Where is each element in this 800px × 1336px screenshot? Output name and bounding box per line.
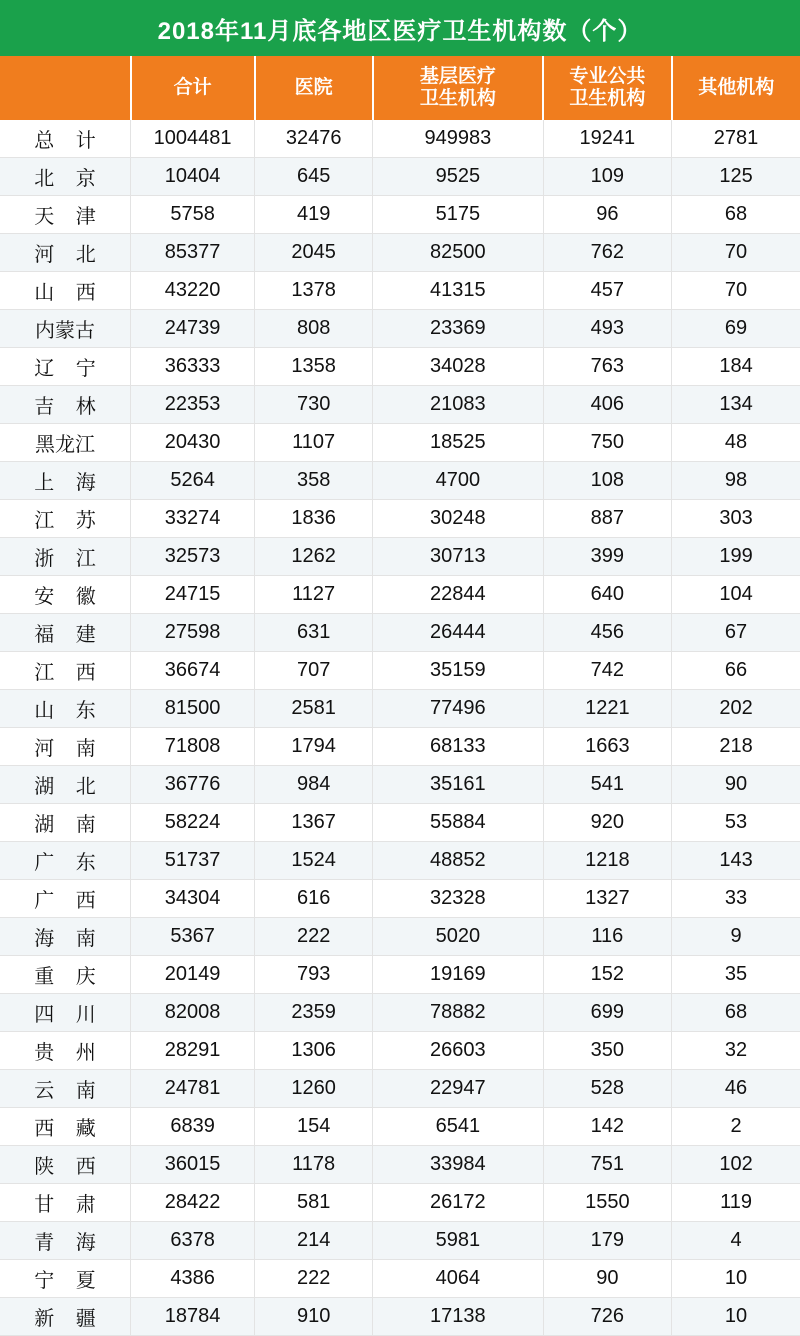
row-region-label: 上 海 (0, 462, 131, 500)
row-region-label: 安 徽 (0, 576, 131, 614)
row-region-label: 新 疆 (0, 1298, 131, 1336)
row-cell-grassroots: 35159 (373, 652, 544, 690)
row-cell-other: 199 (672, 538, 800, 576)
row-cell-grassroots: 34028 (373, 348, 544, 386)
table-row (0, 196, 800, 234)
row-cell-total: 36674 (131, 652, 255, 690)
column-header-grassroots-line2: 卫生机构 (419, 88, 496, 109)
row-cell-hospital: 581 (255, 1184, 373, 1222)
row-cell-other: 32 (672, 1032, 800, 1070)
row-region-label: 山 东 (0, 690, 131, 728)
row-cell-hospital: 707 (255, 652, 373, 690)
row-cell-other: 2781 (672, 120, 800, 158)
row-cell-public-health: 457 (543, 272, 671, 310)
row-cell-public-health: 762 (543, 234, 671, 272)
row-region-label: 内蒙古 (0, 310, 131, 348)
row-region-label: 总 计 (0, 120, 131, 158)
row-cell-total: 20430 (131, 424, 255, 462)
row-cell-other: 69 (672, 310, 800, 348)
row-cell-public-health: 699 (543, 994, 671, 1032)
row-cell-hospital: 222 (255, 1260, 373, 1298)
row-cell-public-health: 1327 (543, 880, 671, 918)
row-cell-other: 10 (672, 1260, 800, 1298)
row-region-label: 四 川 (0, 994, 131, 1032)
row-region-label: 北 京 (0, 158, 131, 196)
row-cell-public-health: 116 (543, 918, 671, 956)
row-cell-public-health: 887 (543, 500, 671, 538)
row-cell-hospital: 358 (255, 462, 373, 500)
row-cell-hospital: 1127 (255, 576, 373, 614)
table-row (0, 880, 800, 918)
row-cell-hospital: 910 (255, 1298, 373, 1336)
row-cell-hospital: 32476 (255, 120, 373, 158)
row-cell-public-health: 742 (543, 652, 671, 690)
table-row (0, 956, 800, 994)
row-region-label: 河 北 (0, 234, 131, 272)
row-cell-hospital: 214 (255, 1222, 373, 1260)
row-cell-public-health: 920 (543, 804, 671, 842)
row-cell-total: 27598 (131, 614, 255, 652)
row-cell-grassroots: 4064 (373, 1260, 544, 1298)
row-region-label: 河 南 (0, 728, 131, 766)
table-row (0, 690, 800, 728)
row-cell-public-health: 528 (543, 1070, 671, 1108)
row-cell-public-health: 350 (543, 1032, 671, 1070)
row-cell-total: 81500 (131, 690, 255, 728)
row-cell-hospital: 2045 (255, 234, 373, 272)
row-cell-total: 6839 (131, 1108, 255, 1146)
row-cell-public-health: 96 (543, 196, 671, 234)
row-cell-grassroots: 77496 (373, 690, 544, 728)
row-cell-other: 53 (672, 804, 800, 842)
table-body (0, 120, 800, 1336)
row-cell-hospital: 1262 (255, 538, 373, 576)
row-region-label: 天 津 (0, 196, 131, 234)
row-cell-grassroots: 26172 (373, 1184, 544, 1222)
row-cell-total: 28291 (131, 1032, 255, 1070)
table-row (0, 576, 800, 614)
table-row (0, 652, 800, 690)
row-region-label: 广 西 (0, 880, 131, 918)
table-row (0, 1184, 800, 1222)
row-cell-other: 2 (672, 1108, 800, 1146)
row-cell-other: 102 (672, 1146, 800, 1184)
row-cell-hospital: 616 (255, 880, 373, 918)
row-cell-hospital: 2359 (255, 994, 373, 1032)
row-cell-public-health: 1550 (543, 1184, 671, 1222)
row-region-label: 吉 林 (0, 386, 131, 424)
row-cell-other: 46 (672, 1070, 800, 1108)
row-cell-total: 71808 (131, 728, 255, 766)
row-cell-hospital: 984 (255, 766, 373, 804)
table-row (0, 728, 800, 766)
row-cell-hospital: 1524 (255, 842, 373, 880)
row-cell-other: 66 (672, 652, 800, 690)
row-cell-other: 119 (672, 1184, 800, 1222)
row-cell-grassroots: 23369 (373, 310, 544, 348)
row-cell-public-health: 108 (543, 462, 671, 500)
row-cell-other: 4 (672, 1222, 800, 1260)
row-cell-total: 10404 (131, 158, 255, 196)
row-cell-total: 24715 (131, 576, 255, 614)
row-region-label: 青 海 (0, 1222, 131, 1260)
row-cell-total: 28422 (131, 1184, 255, 1222)
table-row (0, 234, 800, 272)
row-cell-other: 90 (672, 766, 800, 804)
column-header-total: 合计 (131, 56, 255, 120)
table-row (0, 1070, 800, 1108)
row-cell-total: 36333 (131, 348, 255, 386)
column-header-public-health-line1: 专业公共 (569, 66, 646, 88)
table-row (0, 614, 800, 652)
row-cell-other: 104 (672, 576, 800, 614)
column-header-public-health (543, 56, 671, 120)
row-region-label: 广 东 (0, 842, 131, 880)
row-cell-grassroots: 78882 (373, 994, 544, 1032)
row-cell-grassroots: 33984 (373, 1146, 544, 1184)
table-row (0, 272, 800, 310)
row-region-label: 黑龙江 (0, 424, 131, 462)
row-cell-total: 24739 (131, 310, 255, 348)
row-region-label: 宁 夏 (0, 1260, 131, 1298)
row-cell-grassroots: 48852 (373, 842, 544, 880)
page-title: 2018年11月底各地区医疗卫生机构数（个） (0, 0, 800, 56)
table-row (0, 158, 800, 196)
row-cell-hospital: 419 (255, 196, 373, 234)
row-cell-grassroots: 21083 (373, 386, 544, 424)
row-cell-grassroots: 35161 (373, 766, 544, 804)
row-region-label: 湖 北 (0, 766, 131, 804)
row-cell-grassroots: 9525 (373, 158, 544, 196)
row-cell-grassroots: 4700 (373, 462, 544, 500)
row-cell-total: 51737 (131, 842, 255, 880)
row-region-label: 山 西 (0, 272, 131, 310)
row-cell-public-health: 726 (543, 1298, 671, 1336)
row-cell-grassroots: 5981 (373, 1222, 544, 1260)
row-cell-other: 98 (672, 462, 800, 500)
row-cell-other: 10 (672, 1298, 800, 1336)
row-cell-grassroots: 17138 (373, 1298, 544, 1336)
row-cell-public-health: 1218 (543, 842, 671, 880)
row-cell-hospital: 222 (255, 918, 373, 956)
row-cell-total: 82008 (131, 994, 255, 1032)
row-cell-other: 218 (672, 728, 800, 766)
row-region-label: 福 建 (0, 614, 131, 652)
row-cell-total: 1004481 (131, 120, 255, 158)
row-cell-hospital: 154 (255, 1108, 373, 1146)
row-region-label: 西 藏 (0, 1108, 131, 1146)
row-cell-hospital: 1836 (255, 500, 373, 538)
row-region-label: 辽 宁 (0, 348, 131, 386)
row-cell-other: 134 (672, 386, 800, 424)
column-header-other: 其他机构 (672, 56, 800, 120)
row-cell-public-health: 763 (543, 348, 671, 386)
row-cell-public-health: 19241 (543, 120, 671, 158)
row-cell-hospital: 1107 (255, 424, 373, 462)
column-header-grassroots-line1: 基层医疗 (419, 66, 496, 88)
table-row (0, 310, 800, 348)
medical-institutions-table (0, 56, 800, 1336)
column-header-grassroots (373, 56, 544, 120)
row-region-label: 云 南 (0, 1070, 131, 1108)
table-row (0, 1108, 800, 1146)
row-cell-public-health: 1221 (543, 690, 671, 728)
row-cell-grassroots: 18525 (373, 424, 544, 462)
row-cell-grassroots: 32328 (373, 880, 544, 918)
row-cell-public-health: 493 (543, 310, 671, 348)
row-cell-public-health: 751 (543, 1146, 671, 1184)
row-cell-grassroots: 5175 (373, 196, 544, 234)
table-row (0, 348, 800, 386)
table-row (0, 766, 800, 804)
row-cell-total: 22353 (131, 386, 255, 424)
row-cell-other: 67 (672, 614, 800, 652)
row-cell-total: 20149 (131, 956, 255, 994)
row-cell-public-health: 399 (543, 538, 671, 576)
table-header (0, 56, 800, 120)
row-cell-public-health: 541 (543, 766, 671, 804)
row-cell-hospital: 1794 (255, 728, 373, 766)
row-cell-grassroots: 41315 (373, 272, 544, 310)
row-cell-public-health: 750 (543, 424, 671, 462)
row-cell-other: 125 (672, 158, 800, 196)
row-cell-hospital: 2581 (255, 690, 373, 728)
row-cell-total: 36776 (131, 766, 255, 804)
row-cell-hospital: 1378 (255, 272, 373, 310)
table-row (0, 500, 800, 538)
row-cell-grassroots: 949983 (373, 120, 544, 158)
row-cell-total: 6378 (131, 1222, 255, 1260)
row-cell-public-health: 142 (543, 1108, 671, 1146)
row-cell-other: 33 (672, 880, 800, 918)
column-header-region (0, 56, 131, 120)
row-region-label: 湖 南 (0, 804, 131, 842)
row-cell-other: 202 (672, 690, 800, 728)
row-cell-grassroots: 26444 (373, 614, 544, 652)
row-cell-total: 58224 (131, 804, 255, 842)
table-row (0, 842, 800, 880)
row-region-label: 江 苏 (0, 500, 131, 538)
row-cell-total: 4386 (131, 1260, 255, 1298)
row-cell-other: 48 (672, 424, 800, 462)
row-cell-total: 36015 (131, 1146, 255, 1184)
row-region-label: 陕 西 (0, 1146, 131, 1184)
row-cell-public-health: 90 (543, 1260, 671, 1298)
row-cell-public-health: 640 (543, 576, 671, 614)
table-row (0, 1032, 800, 1070)
row-cell-other: 9 (672, 918, 800, 956)
row-region-label: 海 南 (0, 918, 131, 956)
row-cell-hospital: 1358 (255, 348, 373, 386)
row-cell-total: 85377 (131, 234, 255, 272)
column-header-public-health-line2: 卫生机构 (569, 88, 646, 109)
row-cell-grassroots: 55884 (373, 804, 544, 842)
row-cell-grassroots: 30248 (373, 500, 544, 538)
table-row (0, 120, 800, 158)
row-cell-public-health: 406 (543, 386, 671, 424)
row-cell-total: 32573 (131, 538, 255, 576)
row-cell-hospital: 645 (255, 158, 373, 196)
row-cell-other: 35 (672, 956, 800, 994)
row-cell-hospital: 631 (255, 614, 373, 652)
row-cell-hospital: 1178 (255, 1146, 373, 1184)
row-cell-other: 143 (672, 842, 800, 880)
row-cell-total: 34304 (131, 880, 255, 918)
row-cell-total: 43220 (131, 272, 255, 310)
row-cell-total: 33274 (131, 500, 255, 538)
column-header-hospital: 医院 (255, 56, 373, 120)
row-cell-grassroots: 22947 (373, 1070, 544, 1108)
row-cell-grassroots: 19169 (373, 956, 544, 994)
row-cell-grassroots: 6541 (373, 1108, 544, 1146)
row-cell-hospital: 793 (255, 956, 373, 994)
row-region-label: 甘 肃 (0, 1184, 131, 1222)
row-cell-grassroots: 68133 (373, 728, 544, 766)
table-row (0, 1298, 800, 1336)
table-row (0, 994, 800, 1032)
table-row (0, 918, 800, 956)
row-cell-hospital: 730 (255, 386, 373, 424)
row-cell-total: 24781 (131, 1070, 255, 1108)
row-cell-other: 303 (672, 500, 800, 538)
row-cell-hospital: 1306 (255, 1032, 373, 1070)
row-cell-hospital: 1260 (255, 1070, 373, 1108)
row-cell-total: 5758 (131, 196, 255, 234)
row-region-label: 浙 江 (0, 538, 131, 576)
row-cell-other: 68 (672, 196, 800, 234)
row-region-label: 江 西 (0, 652, 131, 690)
row-cell-other: 70 (672, 234, 800, 272)
table-row (0, 538, 800, 576)
row-cell-other: 70 (672, 272, 800, 310)
row-cell-other: 68 (672, 994, 800, 1032)
row-cell-public-health: 456 (543, 614, 671, 652)
row-region-label: 重 庆 (0, 956, 131, 994)
row-cell-total: 18784 (131, 1298, 255, 1336)
row-cell-public-health: 1663 (543, 728, 671, 766)
row-region-label: 贵 州 (0, 1032, 131, 1070)
table-row (0, 424, 800, 462)
row-cell-other: 184 (672, 348, 800, 386)
row-cell-hospital: 1367 (255, 804, 373, 842)
row-cell-grassroots: 26603 (373, 1032, 544, 1070)
row-cell-total: 5264 (131, 462, 255, 500)
row-cell-grassroots: 30713 (373, 538, 544, 576)
table-row (0, 1146, 800, 1184)
row-cell-total: 5367 (131, 918, 255, 956)
row-cell-grassroots: 82500 (373, 234, 544, 272)
table-row (0, 462, 800, 500)
row-cell-hospital: 808 (255, 310, 373, 348)
table-row (0, 1260, 800, 1298)
row-cell-grassroots: 22844 (373, 576, 544, 614)
row-cell-public-health: 109 (543, 158, 671, 196)
row-cell-public-health: 152 (543, 956, 671, 994)
table-row (0, 804, 800, 842)
row-cell-public-health: 179 (543, 1222, 671, 1260)
table-row (0, 386, 800, 424)
row-cell-grassroots: 5020 (373, 918, 544, 956)
table-row (0, 1222, 800, 1260)
